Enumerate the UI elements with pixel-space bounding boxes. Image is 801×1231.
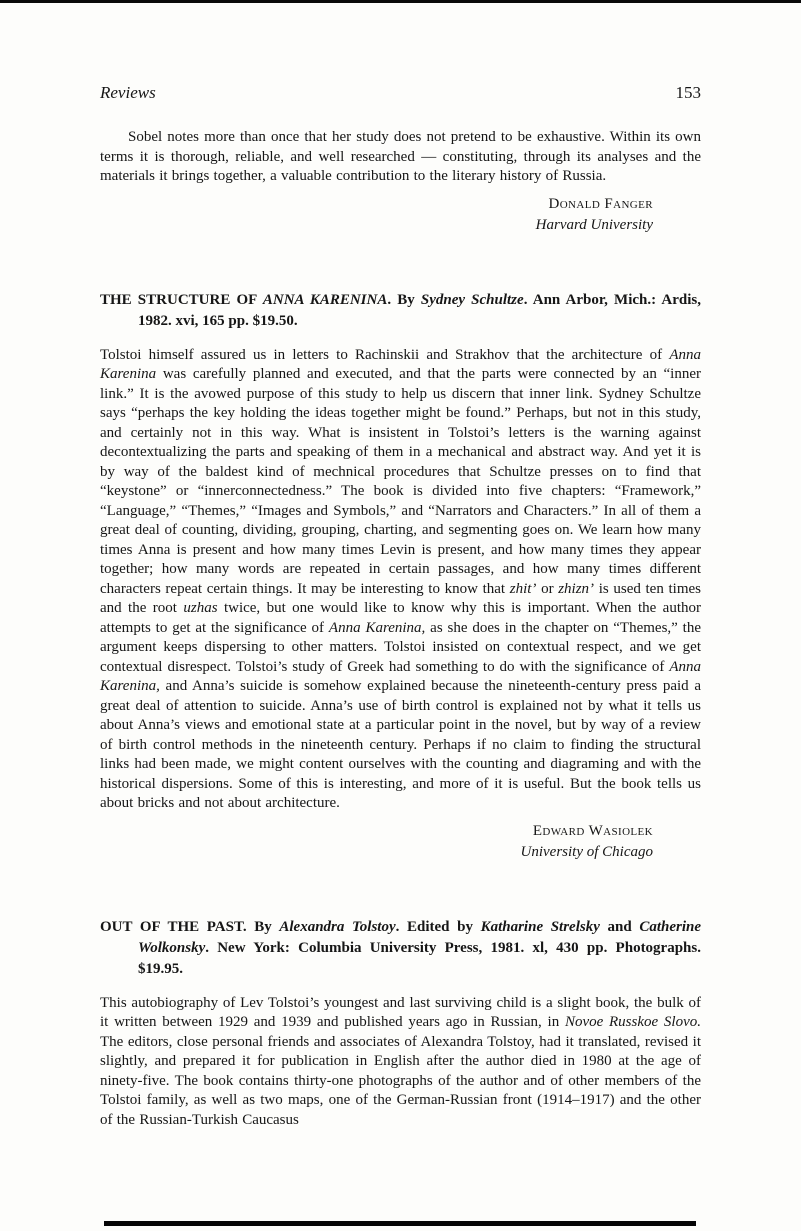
- signature-block: [100, 194, 701, 236]
- review-fanger-continuation: [100, 128, 701, 236]
- text-run: . Edited by: [395, 918, 481, 935]
- signature-affiliation: Harvard University: [535, 216, 653, 233]
- italic-text-run: Anna Karenina,: [100, 658, 701, 694]
- italic-text-run: zhit’: [509, 580, 537, 597]
- signature-name: Edward Wasiolek: [532, 822, 653, 839]
- italic-text-run: ANNA KARENINA: [262, 291, 388, 308]
- running-head-title: Reviews: [100, 83, 156, 102]
- text-run: Sobel notes more than once that her study does not pretend to be exhaustive. Within its own terms it is thorough, reliable, and well researched — constituting, through its analyses and the materials it brings together, a valuable contribution to the literary history of Russia.: [100, 129, 701, 184]
- reviews-container: [100, 128, 701, 1130]
- page-header: [100, 82, 701, 104]
- text-run: . New York: Columbia University Press, 1981. xl, 430 pp. Photographs. $19.95.: [138, 939, 701, 977]
- signature-affiliation: University of Chicago: [520, 843, 653, 860]
- italic-text-run: Catherine Wolkonsky: [138, 918, 701, 956]
- text-run: The editors, close personal friends and associates of Alexandra Tolstoy, had it translated, revised it slightly, and prepared it for publication in English after the author died in 1980 at the age of ninety-five. The book contains thirty-one photographs of the author and of other members of the Tolstoi family, as well as two maps, one of the German-Russian front (1914–1917) and the other of the Russian-Turkish Caucasus: [100, 1033, 701, 1128]
- italic-text-run: zhizn’: [558, 580, 595, 597]
- scan-artifact-bottom-line: [104, 1221, 696, 1226]
- text-run: OUT OF THE PAST. By: [100, 918, 280, 935]
- italic-text-run: Sydney Schultze: [420, 291, 524, 308]
- review-paragraph: [100, 128, 701, 187]
- scan-artifact-top-line: [0, 0, 801, 3]
- text-run: . By: [387, 291, 421, 308]
- italic-text-run: Novoe Russkoe Slovo.: [564, 1014, 701, 1030]
- signature-block: [100, 821, 701, 863]
- text-run: . Ann Arbor, Mich.: Ardis, 1982. xvi, 165 pp. $19.50.: [138, 291, 701, 329]
- text-run: is used ten times and the root: [100, 580, 701, 616]
- text-run: Tolstoi himself assured us in letters to Rachinskii and Strakhov that the architecture of: [100, 346, 670, 363]
- italic-text-run: Alexandra Tolstoy: [279, 918, 396, 935]
- text-run: This autobiography of Lev Tolstoi’s youngest and last surviving child is a slight book, the bulk of it written between 1929 and 1939 and published years ago in Russian, in: [100, 994, 701, 1030]
- page-content: [100, 82, 701, 1130]
- review-heading: [100, 290, 701, 332]
- text-run: as she does in the chapter on “Themes,” the argument keeps dispersing to other matters. Tolstoi insisted on contextual respect, and we get contextual disrespect. Tolstoi’s study of Greek had something to do with the significance of: [100, 619, 701, 675]
- text-run: and: [599, 918, 640, 935]
- italic-text-run: Katharine Strelsky: [480, 918, 600, 935]
- text-run: twice, but one would like to know why this is important. When the author attempts to get at the significance of: [100, 600, 701, 636]
- review-structure-of-anna-karenina: [100, 290, 701, 863]
- text-run: and Anna’s suicide is somehow explained because the nineteenth-century press paid a great deal of attention to suicide. Anna’s use of birth control is explained not by what it tells us about Anna’s views and emotional state at a particular point in the novel, but by way of a review of birth control methods in the nineteenth century. Perhaps if no claim to finding the structural links had been made, we might content ourselves with the counting and diagraming and with the historical dispersions. Some of this is interesting, and more of it is useful. But the book tells us about bricks and not about architecture.: [100, 678, 701, 811]
- signature-name: Donald Fanger: [548, 195, 653, 212]
- text-run: or: [536, 580, 559, 597]
- review-heading: [100, 917, 701, 980]
- review-out-of-the-past: [100, 917, 701, 1131]
- text-run: THE STRUCTURE OF: [100, 291, 263, 308]
- text-run: was carefully planned and executed, and that the parts were connected by an “inner link.” It is the avowed purpose of this study to help us discern that inner link. Sydney Schultze says “perhaps the key holding the ideas together might be found.” Perhaps, but not in this study, and certainly not in this way. What is insistent in Tolstoi’s letters is the warning against decontextualizing the parts and speaking of them in a mechanical and abstract way. And yet it is by way of the baldest kind of mechnical procedures that Schultze presses on to find that “keystone” or “innerconnectedness.” The book is divided into five chapters: “Framework,” “Language,” “Themes,” “Images and Symbols,” and “Narrators and Characters.” In all of them a great deal of counting, dividing, grouping, charting, and segmenting goes on. We learn how many times Anna is present and how many times Levin is present, and how many times they appear together; how many words are repeated in certain passages, and how many times different characters repeat certain things. It may be interesting to know that: [100, 366, 701, 597]
- italic-text-run: Anna Karenina,: [328, 619, 426, 636]
- page-number: 153: [675, 83, 701, 102]
- review-paragraph: [100, 346, 701, 814]
- review-paragraph: [100, 994, 701, 1131]
- italic-text-run: Anna Karenina: [100, 346, 701, 382]
- italic-text-run: uzhas: [183, 600, 218, 616]
